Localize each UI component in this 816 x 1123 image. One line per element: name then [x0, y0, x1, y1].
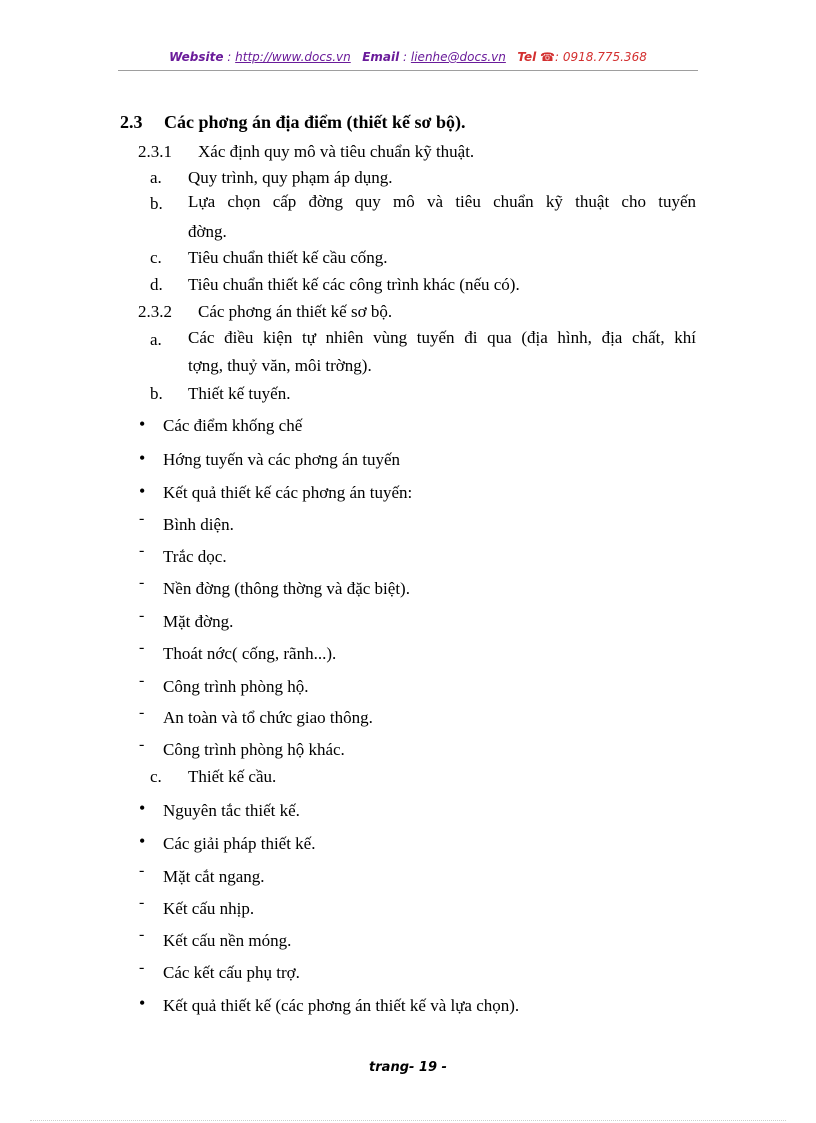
dash-mark: -: [139, 639, 145, 656]
page-header: [0, 50, 816, 64]
list-item: Các điểm khống chế: [163, 416, 303, 435]
list-item: Hớng tuyến và các phơng án tuyến: [163, 450, 401, 469]
item-text: Thiết kế cầu.: [188, 767, 277, 786]
list-item: [150, 767, 276, 787]
bullet-mark: •: [139, 993, 146, 1013]
subsection-title: Các phơng án thiết kế sơ bộ.: [198, 302, 393, 321]
list-item: Bình diện.: [163, 515, 234, 534]
website-separator: :: [223, 50, 236, 64]
bullet-mark: •: [139, 448, 146, 468]
subsection-title: Xác định quy mô và tiêu chuẩn kỹ thuật.: [198, 142, 475, 161]
item-text: Tiêu chuẩn thiết kế các công trình khác (nếu có).: [188, 275, 520, 294]
list-item: Kết quả thiết kế các phơng án tuyến:: [163, 483, 413, 502]
list-item: Công trình phòng hộ.: [163, 677, 309, 696]
bullet-mark: •: [139, 831, 146, 851]
list-item: Các kết cấu phụ trợ.: [163, 963, 300, 982]
subsection-number: 2.3.2: [138, 302, 172, 321]
header-divider: [118, 70, 698, 71]
page-footer: trang- 19 -: [369, 1060, 447, 1075]
dash-mark: -: [139, 862, 145, 879]
email-label: Email: [362, 50, 400, 64]
list-item: Kết cấu nhịp.: [163, 899, 255, 918]
list-item: Các giải pháp thiết kế.: [163, 834, 316, 853]
bullet-mark: •: [139, 481, 146, 501]
item-letter-b: b.: [150, 194, 163, 213]
item-text-b-cont: đờng.: [188, 222, 227, 241]
dash-mark: -: [139, 704, 145, 721]
list-item: [150, 275, 520, 295]
dash-mark: -: [139, 959, 145, 976]
dash-mark: -: [139, 574, 145, 591]
list-item: An toàn và tổ chức giao thông.: [163, 708, 373, 727]
bullet-mark: •: [139, 414, 146, 434]
item-letter: c.: [150, 248, 162, 267]
bullet-mark: •: [139, 798, 146, 818]
item-text: Quy trình, quy phạm áp dụng.: [188, 168, 393, 187]
list-item: [150, 168, 392, 188]
item-letter: b.: [150, 384, 163, 403]
dash-mark: -: [139, 510, 145, 527]
item-text-b: Lựa chọn cấp đờng quy mô và tiêu chuẩn kỹ thuật cho tuyến: [188, 192, 696, 211]
list-item: Mặt cắt ngang.: [163, 867, 265, 886]
dash-mark: -: [139, 542, 145, 559]
item-letter: a.: [150, 168, 162, 187]
subsection-heading: [138, 142, 474, 162]
email-separator: :: [399, 50, 411, 64]
website-label: Website: [169, 50, 224, 64]
dash-mark: -: [139, 672, 145, 689]
item-text-a: Các điều kiện tự nhiên vùng tuyến đi qua (địa hình, địa chất, khí: [188, 328, 696, 347]
list-item: Nền đờng (thông thờng và đặc biệt).: [163, 579, 410, 598]
section-title: Các phơng án địa điểm (thiết kế sơ bộ).: [164, 112, 466, 132]
item-letter-a: a.: [150, 330, 162, 349]
item-letter: d.: [150, 275, 163, 294]
tel-label: Tel: [517, 50, 537, 64]
tel-number: : 0918.775.368: [555, 50, 647, 64]
list-item: Nguyên tắc thiết kế.: [163, 801, 300, 820]
page-bottom-divider: [30, 1120, 786, 1121]
list-item: Mặt đờng.: [163, 612, 234, 631]
list-item: Kết quả thiết kế (các phơng án thiết kế và lựa chọn).: [163, 996, 520, 1015]
item-text: Tiêu chuẩn thiết kế cầu cống.: [188, 248, 388, 267]
subsection-number: 2.3.1: [138, 142, 172, 161]
item-text: Thiết kế tuyến.: [188, 384, 291, 403]
item-letter: c.: [150, 767, 162, 786]
email-link[interactable]: lienhe@docs.vn: [410, 50, 506, 64]
list-item: [150, 384, 290, 404]
website-link[interactable]: http://www.docs.vn: [235, 50, 351, 64]
item-text-a-cont: tợng, thuỷ văn, môi trờng).: [188, 356, 372, 375]
section-number: 2.3: [120, 112, 143, 132]
list-item: Thoát nớc( cống, rãnh...).: [163, 644, 337, 663]
dash-mark: -: [139, 607, 145, 624]
phone-icon: ☎: [540, 50, 555, 64]
list-item: Kết cấu nền móng.: [163, 931, 292, 950]
dash-mark: -: [139, 736, 145, 753]
dash-mark: -: [139, 926, 145, 943]
subsection-heading: [138, 302, 392, 322]
dash-mark: -: [139, 894, 145, 911]
list-item: [150, 248, 388, 268]
list-item: Công trình phòng hộ khác.: [163, 740, 345, 759]
list-item: Trắc dọc.: [163, 547, 227, 566]
section-heading: [120, 112, 465, 132]
